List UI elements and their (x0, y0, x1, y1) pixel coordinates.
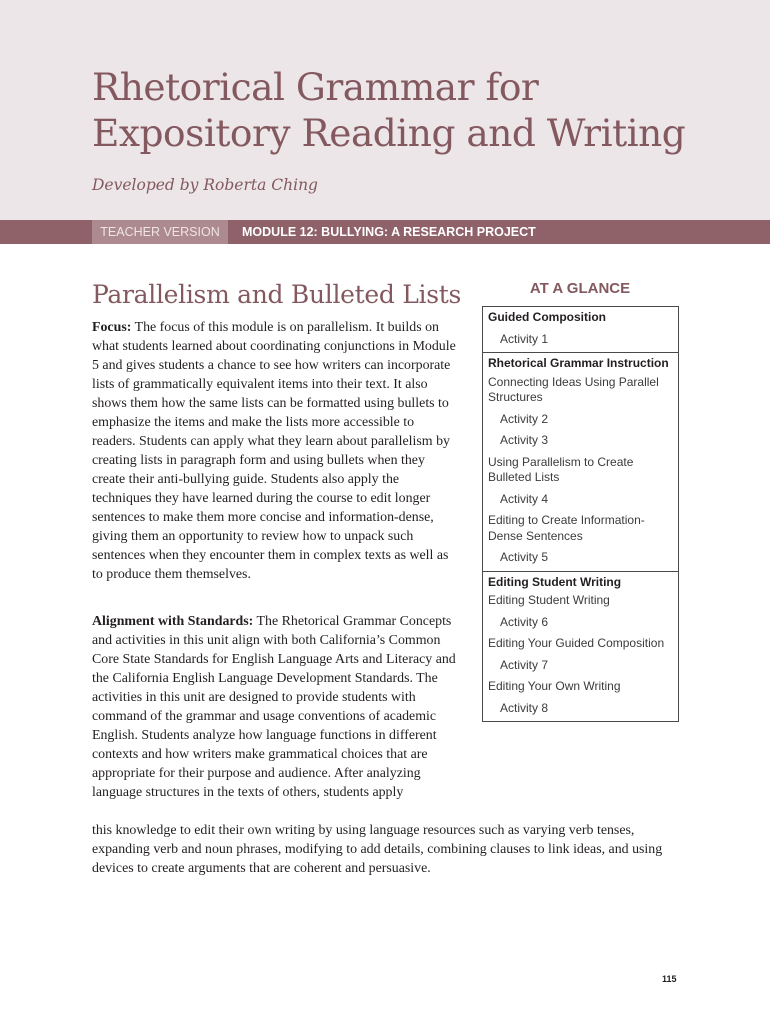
glance-activity: Activity 3 (500, 433, 549, 447)
glance-activity: Activity 4 (500, 491, 549, 506)
glance-section-title: Guided Composition (488, 310, 606, 324)
glance-topic: Using Parallelism to Create Bulleted Lists (488, 454, 634, 484)
glance-activity: Activity 5 (500, 550, 549, 564)
section-title: Parallelism and Bulleted Lists (92, 280, 462, 309)
glance-topic: Connecting Ideas Using Parallel Structures (488, 374, 659, 404)
at-a-glance-box (482, 306, 679, 722)
title-line-1: Rhetorical Grammar for (92, 65, 539, 109)
title-line-2: Expository Reading and Writing (92, 111, 686, 155)
module-label: MODULE 12: BULLYING: A RESEARCH PROJECT (242, 225, 536, 239)
glance-section (483, 571, 678, 722)
glance-activity: Activity 6 (500, 614, 549, 629)
glance-section-title: Rhetorical Grammar Instruction (488, 356, 669, 370)
page-number: 115 (662, 974, 677, 984)
alignment-label: Alignment with Standards: (92, 614, 254, 629)
glance-activity: Activity 1 (500, 331, 549, 346)
glance-activity: Activity 8 (500, 700, 549, 715)
glance-activity: Activity 7 (500, 657, 549, 672)
alignment-continuation: this knowledge to edit their own writing by using language resources such as varying verb tenses, expanding verb and noun phrases, modifying to add details, combining clauses to link ideas, and using devices to create arguments that are coherent and persuasive. (92, 823, 663, 876)
module-band (0, 220, 770, 244)
header-banner (0, 0, 770, 220)
glance-topic: Editing Student Writing (488, 593, 610, 607)
glance-topic: Editing Your Guided Composition (488, 636, 665, 650)
glance-section (483, 352, 678, 571)
glance-section-title: Editing Student Writing (488, 574, 622, 589)
teacher-version-tab: TEACHER VERSION (92, 220, 228, 244)
glance-topic: Editing to Create Information-Dense Sentences (488, 513, 645, 543)
glance-activity: Activity 2 (500, 411, 549, 426)
glance-heading: AT A GLANCE (529, 280, 631, 297)
focus-text: The focus of this module is on parallelism. It builds on what students learned about coordinating conjunctions in Module 5 and gives students a chance to see how writers can incorporate lists of grammatically equivalent items into their text. It also shows them how the same lists can be formatted using bullets to emphasize the items and make the lists more accessible to readers. Students can apply what they learn about parallelism by creating lists in paragraph form and using bullets when they create their anti-bullying guide. Students also apply the techniques they have learned during the course to edit longer sentences to make them more concise and information-dense, giving them an opportunity to review how to unpack such sentences when they encounter them in complex texts as well as to produce them themselves. (92, 320, 456, 582)
author-byline: Developed by Roberta Ching (92, 176, 318, 194)
focus-paragraph (92, 318, 460, 584)
glance-section (483, 307, 678, 352)
document-title (92, 64, 685, 156)
focus-label: Focus: (92, 320, 132, 335)
glance-topic: Editing Your Own Writing (488, 679, 621, 693)
alignment-text: The Rhetorical Grammar Concepts and activities in this unit align with both California’s Common Core State Standards for English Language Arts and Literacy and the California English Language Development Standards. The activities in this unit are designed to provide students with command of the grammar and usage conventions of academic English. Students analyze how language functions in different contexts and how writers make grammatical choices that are appropriate for their purpose and audience. After analyzing language structures in the texts of others, students apply (92, 614, 456, 800)
alignment-paragraph (92, 612, 460, 802)
